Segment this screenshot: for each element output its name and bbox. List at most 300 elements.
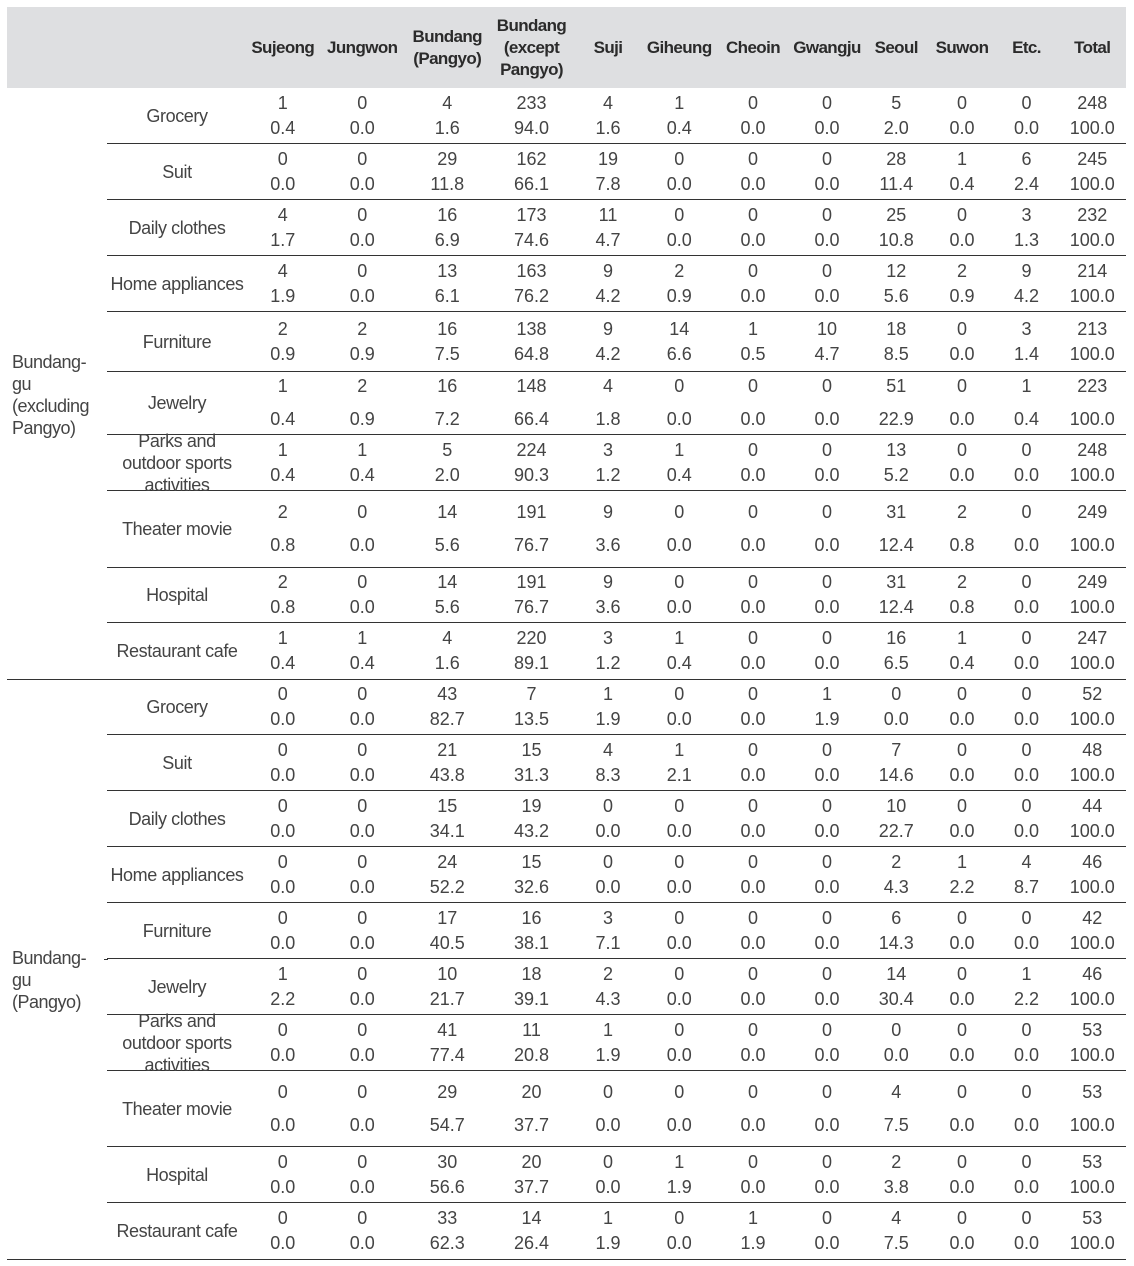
column-header: [995, 7, 1059, 88]
percent-value: 0.0: [814, 653, 840, 673]
count-value: 0: [602, 1081, 613, 1102]
data-cell: [573, 256, 644, 311]
column-header: [863, 7, 930, 88]
percent-value: 0.0: [1013, 464, 1040, 485]
row-category: Grocery: [146, 105, 208, 126]
percent-value: 0.0: [1013, 653, 1040, 673]
count-value: 0: [956, 1151, 967, 1172]
percent-value: 0.0: [740, 932, 766, 953]
data-cell: [995, 679, 1059, 734]
data-cell: [930, 88, 995, 143]
count-value: 0: [357, 907, 368, 928]
percent-value: 0.0: [814, 820, 840, 841]
percent-value: 0.4: [1013, 409, 1040, 429]
table-row: [107, 1071, 1126, 1147]
data-cell: [863, 1203, 930, 1259]
data-cell: [245, 959, 321, 1014]
percent-value: 0.0: [270, 764, 296, 785]
count-value: 1: [277, 628, 288, 648]
data-cell: [491, 568, 573, 622]
data-cell: [245, 491, 321, 567]
count-value: 0: [747, 572, 758, 592]
data-cell: [791, 679, 863, 734]
percent-value: 0.0: [349, 535, 375, 555]
count-value: 0: [747, 1019, 758, 1040]
percent-value: 0.0: [595, 820, 621, 841]
data-cell: [791, 372, 863, 434]
data-cell: [404, 312, 491, 371]
data-cell: [644, 1147, 716, 1202]
data-cell: [245, 144, 321, 199]
data-cell: [863, 372, 930, 434]
data-cell: [491, 1015, 573, 1070]
percent-value: 0.0: [949, 409, 975, 429]
data-cell: [1059, 847, 1127, 902]
data-cell: [491, 491, 573, 567]
percent-value: 0.0: [740, 1044, 766, 1065]
percent-value: 0.4: [349, 464, 375, 485]
percent-value: 0.0: [740, 597, 766, 617]
group-divider: [7, 1259, 1126, 1260]
column-header-line: Suwon: [935, 37, 989, 57]
percent-value: 2.2: [270, 988, 296, 1009]
data-cell: [321, 1203, 405, 1259]
data-cell: [1059, 903, 1127, 958]
percent-value: 100.0: [1069, 708, 1115, 729]
count-value: 11: [598, 204, 618, 225]
percent-value: 0.0: [740, 820, 766, 841]
percent-value: 66.4: [513, 409, 550, 429]
count-value: 18: [886, 318, 907, 339]
data-cell: [321, 847, 405, 902]
data-cell: [644, 1071, 716, 1146]
column-header: [491, 7, 573, 88]
percent-value: 64.8: [513, 343, 550, 364]
data-cell: [1059, 679, 1127, 734]
percent-value: 34.1: [429, 820, 465, 841]
count-value: 148: [516, 376, 547, 396]
data-cell: [404, 144, 491, 199]
percent-value: 0.0: [1013, 764, 1040, 785]
data-cell: [491, 1071, 573, 1146]
percent-value: 43.2: [513, 820, 550, 841]
data-cell: [644, 959, 716, 1014]
row-category: Suit: [162, 752, 192, 773]
percent-value: 0.0: [1013, 597, 1040, 617]
row-category: Parks and outdoor sports activities: [122, 430, 232, 495]
count-value: 10: [816, 318, 838, 339]
percent-value: 12.4: [878, 597, 914, 617]
column-header: [644, 7, 716, 88]
data-cell: [644, 1203, 716, 1259]
data-cell: [644, 735, 716, 790]
data-cell: [321, 903, 405, 958]
percent-value: 2.0: [434, 464, 460, 485]
label-connector-line: [104, 959, 108, 960]
data-cell: [995, 1015, 1059, 1070]
data-cell: [644, 435, 716, 490]
percent-value: 5.6: [434, 597, 460, 617]
data-cell: [715, 372, 791, 434]
data-cell: [715, 847, 791, 902]
count-value: 0: [357, 502, 368, 522]
data-cell: [930, 200, 995, 255]
data-cell: [995, 1147, 1059, 1202]
count-value: 0: [674, 851, 685, 872]
count-value: 2: [674, 260, 685, 281]
count-value: 19: [521, 795, 542, 816]
data-cell: [404, 847, 491, 902]
percent-value: 43.8: [429, 764, 465, 785]
percent-value: 0.0: [270, 1114, 296, 1135]
count-value: 14: [521, 1208, 542, 1228]
data-cell: [863, 568, 930, 622]
data-cell: [245, 1071, 321, 1146]
row-category: Home appliances: [110, 864, 244, 885]
data-cell: [715, 903, 791, 958]
count-value: 0: [821, 963, 832, 984]
data-cell: [715, 791, 791, 846]
percent-value: 3.8: [883, 1176, 909, 1197]
count-value: 1: [277, 376, 288, 396]
count-value: 44: [1082, 795, 1103, 816]
percent-value: 4.2: [595, 343, 621, 364]
data-cell: [245, 679, 321, 734]
table-row: [107, 1203, 1126, 1259]
column-header-line: Cheoin: [725, 37, 780, 57]
count-value: 16: [437, 318, 458, 339]
percent-value: 0.0: [270, 708, 296, 729]
row-category: Hospital: [146, 1164, 208, 1185]
data-cell: [644, 200, 716, 255]
percent-value: 0.0: [949, 229, 975, 250]
count-value: 0: [1021, 795, 1032, 816]
count-value: 3: [602, 907, 613, 928]
data-cell: [491, 88, 573, 143]
data-cell: [644, 1015, 716, 1070]
count-value: 9: [1021, 260, 1032, 281]
data-cell: [791, 568, 863, 622]
percent-value: 0.0: [740, 173, 766, 194]
count-value: 138: [516, 318, 547, 339]
count-value: 0: [674, 683, 685, 704]
percent-value: 90.3: [513, 464, 550, 485]
count-value: 1: [1021, 963, 1032, 984]
percent-value: 0.0: [814, 464, 840, 485]
percent-value: 7.5: [883, 1233, 909, 1253]
column-header-line: (Pangyo): [413, 48, 482, 68]
data-cell: [321, 1147, 405, 1202]
percent-value: 89.1: [513, 653, 550, 673]
data-cell: [863, 959, 930, 1014]
count-value: 4: [1021, 851, 1032, 872]
count-value: 0: [357, 572, 368, 592]
data-cell: [715, 312, 791, 371]
percent-value: 52.2: [429, 876, 465, 897]
percent-value: 14.6: [878, 764, 914, 785]
data-cell: [245, 791, 321, 846]
count-value: 249: [1077, 572, 1108, 592]
table-row: [107, 312, 1126, 372]
percent-value: 1.6: [434, 117, 460, 138]
percent-value: 0.0: [666, 1044, 692, 1065]
column-header: [1059, 7, 1127, 88]
data-cell: [715, 491, 791, 567]
percent-value: 0.0: [349, 597, 375, 617]
count-value: 0: [821, 204, 832, 225]
percent-value: 100.0: [1069, 464, 1115, 485]
data-cell: [573, 903, 644, 958]
count-value: 7: [526, 683, 537, 704]
count-value: 0: [277, 1208, 288, 1228]
data-cell: [930, 568, 995, 622]
table-row: [107, 200, 1126, 256]
data-cell: [930, 256, 995, 311]
data-cell: [245, 847, 321, 902]
data-cell: [863, 256, 930, 311]
percent-value: 0.0: [740, 764, 766, 785]
data-cell: [791, 959, 863, 1014]
count-value: 1: [602, 1019, 613, 1040]
percent-value: 0.0: [666, 932, 692, 953]
percent-value: 0.8: [270, 597, 296, 617]
percent-value: 0.0: [949, 764, 975, 785]
data-cell: [245, 200, 321, 255]
percent-value: 0.0: [349, 932, 375, 953]
percent-value: 0.0: [740, 1114, 766, 1135]
percent-value: 0.0: [814, 285, 840, 306]
percent-value: 2.0: [883, 117, 909, 138]
count-value: 0: [357, 851, 368, 872]
data-cell: [1059, 372, 1127, 434]
percent-value: 82.7: [429, 708, 465, 729]
percent-value: 0.0: [349, 229, 375, 250]
count-value: 0: [674, 795, 685, 816]
data-cell: [573, 623, 644, 679]
percent-value: 7.5: [434, 343, 460, 364]
percent-value: 2.4: [1013, 173, 1040, 194]
percent-value: 0.0: [1013, 117, 1040, 138]
percent-value: 37.7: [513, 1114, 550, 1135]
data-cell: [995, 144, 1059, 199]
count-value: 4: [442, 92, 453, 113]
percent-value: 100.0: [1069, 1233, 1115, 1253]
column-header: [930, 7, 995, 88]
count-value: 14: [437, 502, 458, 522]
percent-value: 100.0: [1069, 117, 1115, 138]
count-value: 11: [522, 1019, 541, 1040]
count-value: 28: [886, 148, 907, 169]
count-value: 0: [277, 795, 288, 816]
data-cell: [995, 959, 1059, 1014]
row-category: Theater movie: [122, 1098, 232, 1119]
percent-value: 0.0: [595, 876, 621, 897]
percent-value: 0.0: [349, 117, 375, 138]
count-value: 0: [821, 907, 832, 928]
count-value: 223: [1077, 376, 1108, 396]
data-cell: [491, 256, 573, 311]
data-cell: [245, 735, 321, 790]
count-value: 0: [956, 318, 967, 339]
count-value: 0: [747, 148, 758, 169]
data-cell: [321, 200, 405, 255]
count-value: 15: [521, 739, 542, 760]
data-cell: [321, 491, 405, 567]
table-row: [107, 623, 1126, 679]
count-value: 0: [277, 907, 288, 928]
percent-value: 4.3: [883, 876, 909, 897]
percent-value: 0.0: [595, 1114, 621, 1135]
group-label: Bundang-gu (excluding Pangyo): [12, 351, 90, 438]
data-cell: [1059, 1071, 1127, 1146]
count-value: 0: [956, 739, 967, 760]
column-header-line: Jungwon: [327, 37, 398, 57]
data-cell: [863, 791, 930, 846]
count-value: 51: [886, 376, 907, 396]
data-cell: [644, 568, 716, 622]
percent-value: 0.0: [740, 653, 766, 673]
percent-value: 0.5: [740, 343, 766, 364]
data-cell: [863, 847, 930, 902]
data-cell: [1059, 1203, 1127, 1259]
table-row: [107, 430, 1126, 495]
column-header-line: Seoul: [874, 37, 918, 57]
count-value: 16: [437, 204, 458, 225]
count-value: 4: [442, 628, 453, 648]
percent-value: 0.0: [595, 1176, 621, 1197]
percent-value: 0.0: [814, 173, 840, 194]
data-cell: [245, 312, 321, 371]
group-label: Bundang-gu (Pangyo): [12, 948, 87, 1012]
count-value: 13: [886, 439, 907, 460]
percent-value: 31.3: [513, 764, 550, 785]
percent-value: 0.9: [949, 285, 975, 306]
data-cell: [930, 847, 995, 902]
percent-value: 0.0: [1013, 932, 1040, 953]
data-cell: [321, 256, 405, 311]
percent-value: 0.0: [270, 1044, 296, 1065]
percent-value: 1.2: [595, 653, 621, 673]
percent-value: 76.2: [513, 285, 550, 306]
row-category: Daily clothes: [128, 217, 226, 238]
data-cell: [995, 847, 1059, 902]
count-value: 0: [1021, 1081, 1032, 1102]
data-cell: [1059, 1015, 1127, 1070]
row-category: Home appliances: [110, 273, 244, 294]
count-value: 0: [747, 907, 758, 928]
data-cell: [491, 959, 573, 1014]
count-value: 163: [516, 260, 547, 281]
count-value: 162: [516, 148, 547, 169]
count-value: 4: [277, 260, 288, 281]
count-value: 3: [602, 439, 613, 460]
data-cell: [1059, 568, 1127, 622]
data-cell: [1059, 1147, 1127, 1202]
percent-value: 0.0: [666, 535, 692, 555]
percent-value: 0.0: [349, 1114, 375, 1135]
percent-value: 0.4: [349, 653, 375, 673]
column-header: [245, 7, 321, 88]
data-cell: [321, 568, 405, 622]
column-header: [321, 7, 405, 88]
percent-value: 0.4: [270, 464, 296, 485]
percent-value: 0.0: [814, 932, 840, 953]
count-value: 0: [956, 1208, 967, 1228]
data-cell: [245, 435, 321, 490]
row-category: Furniture: [142, 331, 212, 352]
row-category: Parks and outdoor sports activities: [122, 1010, 232, 1075]
percent-value: 77.4: [429, 1044, 465, 1065]
data-cell: [930, 679, 995, 734]
percent-value: 0.8: [949, 535, 975, 555]
count-value: 0: [821, 795, 832, 816]
data-cell: [491, 435, 573, 490]
count-value: 0: [747, 204, 758, 225]
data-cell: [791, 1015, 863, 1070]
column-header-line: Suji: [593, 37, 623, 57]
table-row: [107, 791, 1126, 847]
count-value: 191: [516, 502, 547, 522]
count-value: 5: [891, 92, 902, 113]
table-row: [107, 88, 1126, 144]
data-cell: [791, 1203, 863, 1259]
data-cell: [930, 491, 995, 567]
count-value: 0: [821, 260, 832, 281]
count-value: 12: [886, 260, 907, 281]
data-cell: [573, 88, 644, 143]
percent-value: 0.0: [349, 1233, 375, 1253]
count-value: 24: [437, 851, 458, 872]
percent-value: 0.0: [740, 464, 766, 485]
percent-value: 0.0: [349, 173, 375, 194]
data-cell: [644, 312, 716, 371]
data-cell: [404, 1015, 491, 1070]
percent-value: 0.0: [814, 1044, 840, 1065]
count-value: 1: [956, 851, 967, 872]
table-row: [107, 1010, 1126, 1075]
table-row: [107, 959, 1126, 1015]
percent-value: 0.4: [666, 464, 692, 485]
count-value: 31: [886, 502, 907, 522]
count-value: 0: [357, 1019, 368, 1040]
percent-value: 0.9: [666, 285, 692, 306]
percent-value: 100.0: [1069, 988, 1115, 1009]
percent-value: 40.5: [429, 932, 465, 953]
count-value: 4: [602, 92, 613, 113]
data-cell: [791, 847, 863, 902]
percent-value: 20.8: [513, 1044, 550, 1065]
percent-value: 0.0: [814, 764, 840, 785]
percent-value: 1.9: [740, 1233, 766, 1253]
percent-value: 0.0: [949, 820, 975, 841]
count-value: 20: [521, 1151, 542, 1172]
percent-value: 100.0: [1069, 597, 1115, 617]
data-cell: [930, 959, 995, 1014]
count-value: 2: [891, 1151, 902, 1172]
percent-value: 3.6: [595, 597, 621, 617]
data-cell: [321, 735, 405, 790]
count-value: 48: [1082, 739, 1103, 760]
data-cell: [573, 959, 644, 1014]
data-cell: [715, 1015, 791, 1070]
count-value: 0: [357, 963, 368, 984]
data-cell: [491, 903, 573, 958]
column-header-line: Total: [1074, 37, 1111, 57]
count-value: 0: [357, 204, 368, 225]
count-value: 1: [357, 439, 368, 460]
count-value: 1: [357, 628, 368, 648]
percent-value: 0.0: [349, 876, 375, 897]
